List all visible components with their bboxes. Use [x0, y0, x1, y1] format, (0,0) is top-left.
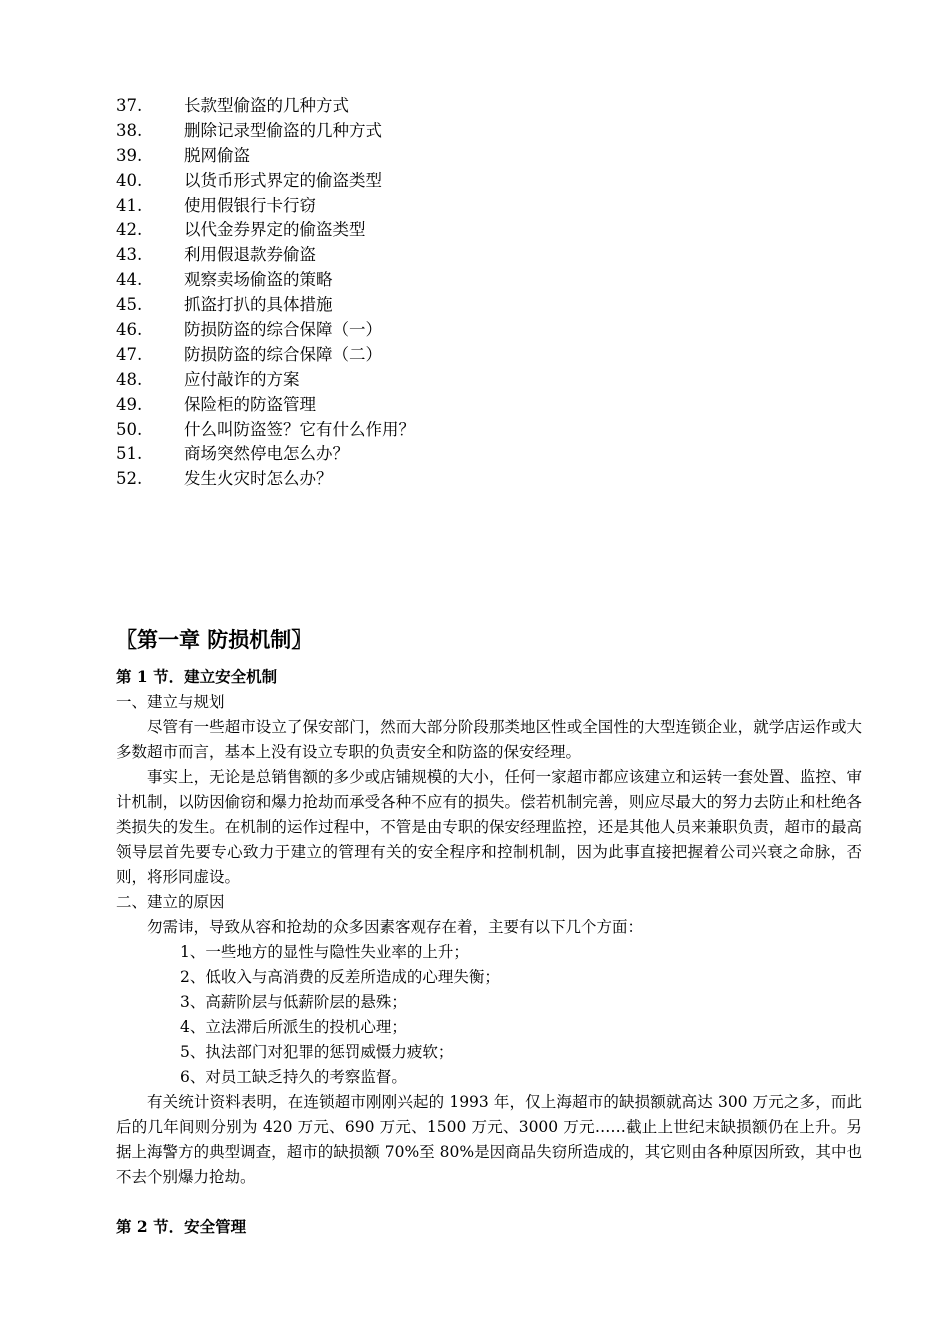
- toc-item: [116, 243, 876, 268]
- toc-item-number: 52.: [116, 469, 143, 489]
- toc-item-number: 43.: [116, 245, 143, 265]
- subsection-2-title: 二、建立的原因: [116, 893, 225, 911]
- paragraph-2: 事实上，无论是总销售额的多少或店铺规模的大小，任何一家超市都应该建立和运转一套处置、监控、审计机制，以防因偷窃和爆力抢劫而承受各种不应有的损失。偿若机制完善，则应尽最大的努力去防止和杜绝各类损失的发生。在机制的运作过程中，不管是由专职的保安经理监控，还是其他人员来兼职负责，超市的最高领导层首先要专心致力于建立的管理有关的安全程序和控制机制，因为此事直接把握着公司兴衰之命脉，否则，将形同虚设。: [116, 768, 862, 886]
- toc-item: [116, 368, 876, 393]
- toc-item-number: 48.: [116, 369, 143, 389]
- toc-item: [116, 169, 876, 194]
- toc-item-text: 以货币形式界定的偷盗类型: [184, 170, 382, 190]
- chapter-title: 〖第一章 防损机制〗: [116, 627, 313, 652]
- toc-item-number: 38.: [116, 120, 143, 140]
- toc-item: [116, 119, 876, 144]
- toc-item: [116, 94, 876, 119]
- toc-item-text: 发生火灾时怎么办？: [184, 469, 333, 489]
- toc-item-text: 删除记录型偷盗的几种方式: [184, 120, 382, 140]
- paragraph-4: 有关统计资料表明，在连锁超市刚刚兴起的 1993 年，仅上海超市的缺损额就高达 300 万元之多，而此后的几年间则分别为 420 万元、690 万元、1500 万元、3000 万元……截止上世纪末缺损额仍在上升。另据上海警方的典型调查，超市的缺损额 70%至 80%是因商品失窃所造成的，其它则由各种原因所致，其中也不去个别爆力抢劫。: [116, 1093, 862, 1186]
- toc-item-text: 使用假银行卡行窃: [184, 195, 316, 215]
- toc-item-text: 商场突然停电怎么办？: [184, 444, 349, 464]
- toc-item: [116, 418, 876, 443]
- chapter-content: [116, 664, 862, 1240]
- toc-item-text: 脱网偷盗: [184, 145, 250, 165]
- toc-item: [116, 268, 876, 293]
- section-1-title: 第 1 节．建立安全机制: [116, 667, 278, 686]
- toc-item: [116, 442, 876, 467]
- toc-item-text: 利用假退款券偷盗: [184, 245, 316, 265]
- toc-item-number: 47.: [116, 344, 143, 364]
- toc-item: [116, 318, 876, 343]
- toc-item-number: 44.: [116, 270, 143, 290]
- toc-item-text: 保险柜的防盗管理: [184, 394, 316, 414]
- list-item: 3、高薪阶层与低薪阶层的悬殊；: [180, 993, 407, 1011]
- list-item: 4、立法滞后所派生的投机心理；: [180, 1018, 407, 1036]
- toc-item: [116, 393, 876, 418]
- toc-item-text: 抓盗打扒的具体措施: [184, 295, 333, 315]
- toc-item-text: 防损防盗的综合保障（二）: [184, 344, 382, 364]
- toc-item: [116, 467, 876, 492]
- toc-item-text: 长款型偷盗的几种方式: [184, 96, 349, 115]
- toc-item-number: 40.: [116, 170, 143, 190]
- toc-item-number: 39.: [116, 145, 143, 165]
- toc-item-number: 50.: [116, 419, 143, 439]
- toc-item-number: 45.: [116, 295, 143, 315]
- section-2-title: 第 2 节．安全管理: [116, 1217, 247, 1236]
- toc-item: [116, 343, 876, 368]
- toc-item: [116, 218, 876, 243]
- paragraph-1: 尽管有一些超市设立了保安部门，然而大部分阶段那类地区性或全国性的大型连锁企业，就学店运作或大多数超市而言，基本上没有设立专职的负责安全和防盗的保安经理。: [116, 718, 862, 761]
- table-of-contents: [116, 94, 876, 492]
- toc-item-number: 51.: [116, 444, 143, 464]
- list-item: 6、对员工缺乏持久的考察监督。: [180, 1068, 407, 1086]
- list-item: 1、一些地方的显性与隐性失业率的上升；: [180, 943, 469, 961]
- toc-item: [116, 293, 876, 318]
- toc-item-text: 防损防盗的综合保障（一）: [184, 320, 382, 340]
- paragraph-3: 勿需讳，导致从容和抢劫的众多因素客观存在着，主要有以下几个方面：: [147, 918, 644, 936]
- toc-item-number: 49.: [116, 394, 143, 414]
- subsection-1-title: 一、建立与规划: [116, 693, 225, 711]
- toc-item-number: 41.: [116, 195, 143, 215]
- toc-item-number: 42.: [116, 220, 143, 240]
- toc-item: [116, 194, 876, 219]
- toc-item-text: 什么叫防盗签？它有什么作用？: [184, 419, 415, 439]
- toc-item-number: 46.: [116, 320, 143, 340]
- toc-item-text: 观察卖场偷盗的策略: [184, 270, 333, 290]
- toc-item-text: 以代金券界定的偷盗类型: [184, 220, 366, 240]
- toc-item-number: 37.: [116, 96, 143, 115]
- list-item: 5、执法部门对犯罪的惩罚威慑力疲软；: [180, 1043, 454, 1061]
- toc-item-text: 应付敲诈的方案: [184, 369, 300, 389]
- list-item: 2、低收入与高消费的反差所造成的心理失衡；: [180, 968, 500, 986]
- toc-item: [116, 144, 876, 169]
